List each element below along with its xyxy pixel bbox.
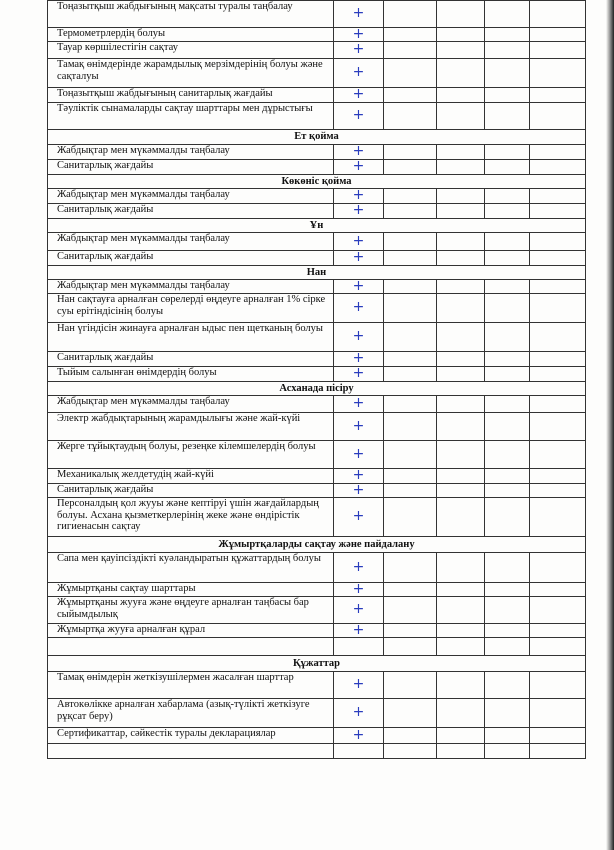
empty-cell: [437, 204, 485, 219]
empty-cell: [530, 28, 586, 42]
empty-cell: [437, 323, 485, 352]
checklist-row: [48, 145, 586, 160]
empty-cell: [530, 699, 586, 728]
checklist-row: [48, 294, 586, 323]
empty-cell: [485, 251, 530, 266]
requirement-text: Жерге тұйықтаудың болуы, резеңке кілемшелердің болуы: [48, 441, 334, 469]
empty-cell: [384, 744, 437, 759]
empty-cell: [437, 583, 485, 597]
check-mark-cell: +: [334, 280, 384, 294]
requirement-text: Персоналдың қол жууы және кептіруі үшін жағдайлардың болуы. Асхана қызметкерлерінің жеке және өндірістік гигиенасын сақтау: [48, 498, 334, 537]
check-mark-cell: +: [334, 352, 384, 367]
empty-cell: [485, 744, 530, 759]
section-header-row: [48, 266, 586, 280]
section-header-row: [48, 219, 586, 233]
requirement-text: Жабдықтар мен мүкәммалды таңбалау: [48, 233, 334, 251]
empty-cell: [437, 367, 485, 382]
empty-cell: [437, 160, 485, 175]
requirement-text: Сапа мен қауіпсіздікті куәландыратын құжаттардың болуы: [48, 553, 334, 583]
empty-cell: [485, 413, 530, 441]
empty-cell: [485, 699, 530, 728]
check-mark-cell: +: [334, 1, 384, 28]
check-mark-cell: +: [334, 413, 384, 441]
empty-cell: [485, 189, 530, 204]
empty-cell: [530, 251, 586, 266]
empty-cell: [485, 441, 530, 469]
check-mark-cell: +: [334, 145, 384, 160]
empty-cell: [485, 204, 530, 219]
checklist-row: [48, 160, 586, 175]
checklist-row: [48, 323, 586, 352]
empty-cell: [384, 280, 437, 294]
checklist-row: [48, 396, 586, 413]
section-title: Ет қойма: [48, 130, 586, 145]
check-mark-cell: +: [334, 88, 384, 103]
empty-cell: [530, 189, 586, 204]
requirement-text: Жабдықтар мен мүкәммалды таңбалау: [48, 189, 334, 204]
empty-cell: [485, 638, 530, 656]
empty-cell: [437, 28, 485, 42]
empty-cell: [485, 59, 530, 88]
empty-cell: [437, 553, 485, 583]
requirement-text: Тамақ өнімдерінде жарамдылық мерзімдерінің болуы және сақталуы: [48, 59, 334, 88]
section-header-row: [48, 382, 586, 396]
checklist-row: [48, 413, 586, 441]
check-mark-cell: +: [334, 484, 384, 498]
checklist-row: [48, 672, 586, 699]
empty-cell: [530, 204, 586, 219]
empty-cell: [530, 396, 586, 413]
requirement-text: Нан үгіндісін жинауға арналған ыдыс пен щетканың болуы: [48, 323, 334, 352]
empty-cell: [485, 145, 530, 160]
requirement-text: Механикалық желдетудің жай-күйі: [48, 469, 334, 484]
requirement-text: Жұмыртқаны сақтау шарттары: [48, 583, 334, 597]
check-mark-cell: +: [334, 441, 384, 469]
empty-cell: [485, 583, 530, 597]
empty-cell: [485, 28, 530, 42]
checklist-row: [48, 189, 586, 204]
empty-cell: [485, 352, 530, 367]
requirement-text: Тауар көршілестігін сақтау: [48, 42, 334, 59]
empty-cell: [530, 59, 586, 88]
empty-cell: [437, 145, 485, 160]
check-mark-cell: +: [334, 396, 384, 413]
empty-cell: [384, 189, 437, 204]
empty-cell: [384, 28, 437, 42]
checklist-row: [48, 88, 586, 103]
requirement-text: Тыйым салынған өнімдердің болуы: [48, 367, 334, 382]
checklist-row: [48, 728, 586, 744]
checklist-row: [48, 1, 586, 28]
scan-edge-shadow: [606, 0, 614, 850]
empty-cell: [384, 145, 437, 160]
empty-cell: [485, 469, 530, 484]
requirement-text: Тоңазытқыш жабдығының мақсаты туралы таңбалау: [48, 1, 334, 28]
empty-cell: [437, 441, 485, 469]
empty-cell: [384, 204, 437, 219]
requirement-text: Сертификаттар, сәйкестік туралы декларациялар: [48, 728, 334, 744]
empty-cell: [437, 728, 485, 744]
requirement-text: Нан сақтауға арналған сөрелерді өңдеуге арналған 1% сірке суы ерітіндісінің болуы: [48, 294, 334, 323]
requirement-text: [48, 638, 334, 656]
checklist-row: [48, 352, 586, 367]
empty-cell: [384, 251, 437, 266]
empty-cell: [437, 352, 485, 367]
empty-cell: [437, 280, 485, 294]
check-mark-cell: +: [334, 672, 384, 699]
empty-cell: [384, 484, 437, 498]
empty-cell: [437, 59, 485, 88]
empty-cell: [485, 103, 530, 130]
checklist-row: [48, 280, 586, 294]
empty-cell: [485, 88, 530, 103]
checklist-row: [48, 498, 586, 537]
empty-cell: [530, 294, 586, 323]
empty-cell: [437, 597, 485, 624]
requirement-text: Жабдықтар мен мүкәммалды таңбалау: [48, 145, 334, 160]
empty-cell: [530, 672, 586, 699]
checklist-row: [48, 367, 586, 382]
check-mark-cell: +: [334, 294, 384, 323]
check-mark-cell: +: [334, 189, 384, 204]
empty-cell: [384, 498, 437, 537]
empty-cell: [384, 160, 437, 175]
empty-cell: [384, 624, 437, 638]
inspection-checklist-table: [47, 0, 586, 759]
requirement-text: Электр жабдықтарының жарамдылығы және жай-күйі: [48, 413, 334, 441]
empty-cell: [530, 469, 586, 484]
check-mark-cell: +: [334, 251, 384, 266]
requirement-text: Жабдықтар мен мүкәммалды таңбалау: [48, 280, 334, 294]
empty-cell: [384, 1, 437, 28]
checklist-row: [48, 59, 586, 88]
requirement-text: Жабдықтар мен мүкәммалды таңбалау: [48, 396, 334, 413]
empty-cell: [384, 728, 437, 744]
section-title: Жұмыртқаларды сақтау және пайдалану: [48, 537, 586, 553]
check-mark-cell: +: [334, 42, 384, 59]
empty-cell: [384, 672, 437, 699]
empty-cell: [530, 88, 586, 103]
empty-cell: [384, 396, 437, 413]
empty-cell: [437, 42, 485, 59]
empty-cell: [530, 728, 586, 744]
empty-cell: [485, 624, 530, 638]
checklist-row: [48, 204, 586, 219]
check-mark-cell: +: [334, 103, 384, 130]
check-mark-cell: +: [334, 233, 384, 251]
empty-cell: [437, 624, 485, 638]
requirement-text: Тәуліктік сынамаларды сақтау шарттары мен дұрыстығы: [48, 103, 334, 130]
check-mark-cell: +: [334, 204, 384, 219]
checklist-row: [48, 42, 586, 59]
section-header-row: [48, 537, 586, 553]
section-title: Ұн: [48, 219, 586, 233]
empty-cell: [437, 699, 485, 728]
requirement-text: Жұмыртқа жууға арналған құрал: [48, 624, 334, 638]
empty-cell: [530, 498, 586, 537]
empty-cell: [485, 498, 530, 537]
checklist-row: [48, 624, 586, 638]
check-mark-cell: +: [334, 553, 384, 583]
empty-cell: [437, 294, 485, 323]
empty-cell: [384, 413, 437, 441]
empty-cell: [384, 699, 437, 728]
check-mark-cell: +: [334, 728, 384, 744]
empty-cell: [485, 367, 530, 382]
check-mark-cell: +: [334, 160, 384, 175]
empty-cell: [530, 744, 586, 759]
requirement-text: Санитарлық жағдайы: [48, 251, 334, 266]
empty-cell: [384, 352, 437, 367]
requirement-text: Санитарлық жағдайы: [48, 484, 334, 498]
empty-cell: [384, 323, 437, 352]
check-mark-cell: +: [334, 597, 384, 624]
empty-cell: [530, 638, 586, 656]
empty-cell: [530, 413, 586, 441]
empty-cell: [485, 396, 530, 413]
empty-cell: [437, 638, 485, 656]
empty-cell: [384, 233, 437, 251]
check-mark-cell: +: [334, 469, 384, 484]
check-mark-cell: +: [334, 699, 384, 728]
checklist-row: [48, 441, 586, 469]
section-title: Құжаттар: [48, 656, 586, 672]
empty-cell: [437, 672, 485, 699]
empty-cell: [384, 441, 437, 469]
empty-cell: [530, 441, 586, 469]
checklist-row: [48, 251, 586, 266]
empty-cell: [530, 280, 586, 294]
blank-row: [48, 638, 586, 656]
requirement-text: Тоңазытқыш жабдығының санитарлық жағдайы: [48, 88, 334, 103]
empty-cell: [485, 233, 530, 251]
checklist-row: [48, 699, 586, 728]
requirement-text: Автокөлікке арналған хабарлама (азық-түлікті жеткізуге рұқсат беру): [48, 699, 334, 728]
empty-cell: [384, 59, 437, 88]
section-title: Көкөніс қойма: [48, 175, 586, 189]
empty-cell: [384, 597, 437, 624]
empty-cell: [530, 484, 586, 498]
empty-cell: [384, 553, 437, 583]
section-title: Нан: [48, 266, 586, 280]
requirement-text: Термометрлердің болуы: [48, 28, 334, 42]
empty-cell: [437, 103, 485, 130]
empty-cell: [530, 233, 586, 251]
empty-cell: [437, 88, 485, 103]
empty-cell: [530, 323, 586, 352]
empty-cell: [485, 484, 530, 498]
empty-cell: [530, 624, 586, 638]
empty-cell: [485, 553, 530, 583]
empty-cell: [530, 367, 586, 382]
empty-cell: [437, 233, 485, 251]
requirement-text: Тамақ өнімдерін жеткізушілермен жасалған шарттар: [48, 672, 334, 699]
empty-cell: [384, 88, 437, 103]
check-mark-cell: +: [334, 624, 384, 638]
checklist-row: [48, 597, 586, 624]
empty-cell: [384, 103, 437, 130]
empty-cell: [485, 42, 530, 59]
checklist-row: [48, 103, 586, 130]
check-mark-cell: [334, 744, 384, 759]
empty-cell: [384, 42, 437, 59]
checklist-row: [48, 553, 586, 583]
empty-cell: [530, 583, 586, 597]
empty-cell: [437, 469, 485, 484]
empty-cell: [485, 280, 530, 294]
empty-cell: [485, 160, 530, 175]
empty-cell: [384, 638, 437, 656]
section-header-row: [48, 130, 586, 145]
empty-cell: [485, 728, 530, 744]
checklist-row: [48, 469, 586, 484]
requirement-text: Жұмыртқаны жууға және өңдеуге арналған таңбасы бар сыйымдылық: [48, 597, 334, 624]
check-mark-cell: +: [334, 498, 384, 537]
empty-cell: [530, 42, 586, 59]
empty-cell: [384, 367, 437, 382]
empty-cell: [485, 323, 530, 352]
empty-cell: [485, 672, 530, 699]
section-title: Асханада пісіру: [48, 382, 586, 396]
checklist-row: [48, 484, 586, 498]
empty-cell: [437, 251, 485, 266]
section-header-row: [48, 175, 586, 189]
check-mark-cell: +: [334, 367, 384, 382]
check-mark-cell: [334, 638, 384, 656]
empty-cell: [485, 597, 530, 624]
requirement-text: Санитарлық жағдайы: [48, 204, 334, 219]
empty-cell: [384, 583, 437, 597]
empty-cell: [437, 484, 485, 498]
empty-cell: [530, 160, 586, 175]
empty-cell: [384, 469, 437, 484]
empty-cell: [530, 103, 586, 130]
empty-cell: [437, 396, 485, 413]
requirement-text: Санитарлық жағдайы: [48, 160, 334, 175]
blank-row: [48, 744, 586, 759]
checklist-row: [48, 28, 586, 42]
empty-cell: [384, 294, 437, 323]
empty-cell: [437, 498, 485, 537]
check-mark-cell: +: [334, 59, 384, 88]
requirement-text: [48, 744, 334, 759]
empty-cell: [530, 1, 586, 28]
check-mark-cell: +: [334, 28, 384, 42]
empty-cell: [485, 1, 530, 28]
empty-cell: [437, 413, 485, 441]
checklist-row: [48, 233, 586, 251]
empty-cell: [530, 553, 586, 583]
checklist-row: [48, 583, 586, 597]
empty-cell: [437, 1, 485, 28]
requirement-text: Санитарлық жағдайы: [48, 352, 334, 367]
check-mark-cell: +: [334, 583, 384, 597]
empty-cell: [437, 744, 485, 759]
check-mark-cell: +: [334, 323, 384, 352]
empty-cell: [530, 145, 586, 160]
empty-cell: [485, 294, 530, 323]
section-header-row: [48, 656, 586, 672]
empty-cell: [530, 597, 586, 624]
empty-cell: [530, 352, 586, 367]
empty-cell: [437, 189, 485, 204]
